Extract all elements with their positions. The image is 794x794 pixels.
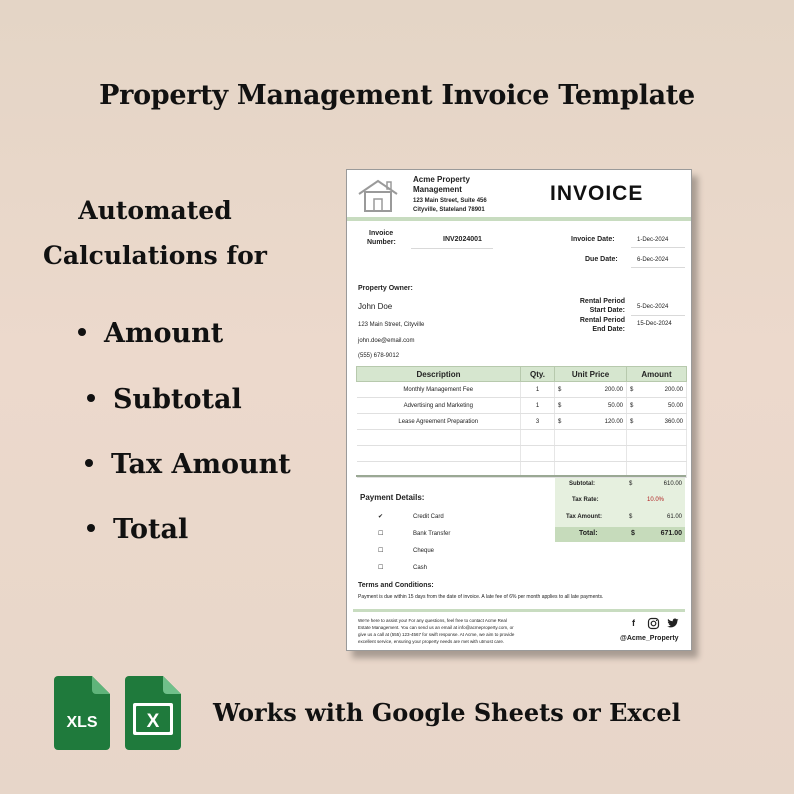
xls-label: XLS xyxy=(66,714,98,731)
features-heading-line2: Calculations for xyxy=(43,241,267,270)
rental-end-date: 15-Dec-2024 xyxy=(637,321,672,327)
xls-file-icon xyxy=(54,676,110,750)
invoice-date-label: Invoice Date: xyxy=(571,236,615,243)
invoice-date: 1-Dec-2024 xyxy=(637,237,669,243)
tax-amount-currency: $ xyxy=(629,514,633,520)
total-value: 671.00 xyxy=(660,530,682,537)
column-header-qty: Qty. xyxy=(521,367,555,382)
house-logo-icon xyxy=(356,177,400,213)
currency-symbol: $ xyxy=(630,386,634,393)
invoice-date-underline xyxy=(631,247,685,248)
rental-start-label-1: Rental Period xyxy=(579,298,625,305)
feature-item-subtotal: Subtotal xyxy=(87,384,242,415)
compatibility-text: Works with Google Sheets or Excel xyxy=(213,698,681,727)
social-handle: @Acme_Property xyxy=(620,635,679,642)
rental-end-label-1: Rental Period xyxy=(579,317,625,324)
column-header-amount: Amount xyxy=(627,367,687,382)
twitter-icon[interactable] xyxy=(667,618,679,629)
due-date-label: Due Date: xyxy=(585,256,618,263)
tax-amount-label: Tax Amount: xyxy=(566,514,602,520)
currency-symbol: $ xyxy=(558,402,562,409)
page-title: Property Management Invoice Template xyxy=(99,80,695,111)
owner-name: John Doe xyxy=(358,302,393,311)
invoice-number-label-1: Invoice xyxy=(369,230,394,237)
checkbox-credit-card[interactable]: ✔ xyxy=(378,514,384,520)
currency-symbol: $ xyxy=(558,418,562,425)
row-description: Monthly Management Fee xyxy=(357,382,521,398)
rental-start-date: 5-Dec-2024 xyxy=(637,304,669,310)
feature-item-total: Total xyxy=(87,514,188,545)
owner-address: 123 Main Street, Cityville xyxy=(358,322,425,328)
table-row-empty xyxy=(357,446,687,462)
terms-label: Terms and Conditions: xyxy=(358,582,434,589)
total-currency: $ xyxy=(631,530,635,537)
company-address-line2: Cityville, Stateland 78901 xyxy=(413,207,485,213)
subtotal-currency: $ xyxy=(629,481,633,487)
table-row xyxy=(357,382,687,398)
payment-option-cheque: Cheque xyxy=(413,548,435,554)
invoice-number-label-2: Number: xyxy=(367,239,396,246)
table-header-row xyxy=(357,367,687,382)
column-header-unit-price: Unit Price xyxy=(555,367,627,382)
subtotal-label: Subtotal: xyxy=(569,481,595,487)
row-qty: 1 xyxy=(521,398,555,414)
company-address-line1: 123 Main Street, Suite 456 xyxy=(413,198,487,204)
total-label: Total: xyxy=(579,530,598,537)
row-amount: $ 200.00 xyxy=(627,382,687,398)
subtotal-value: 610.00 xyxy=(663,481,682,487)
table-row xyxy=(357,414,687,430)
row-description: Lease Agreement Preparation xyxy=(357,414,521,430)
bullet-icon xyxy=(87,524,95,532)
row-unit-price: $ 120.00 xyxy=(555,414,627,430)
row-unit-price: $ 50.00 xyxy=(555,398,627,414)
table-row-empty xyxy=(357,430,687,446)
footer-note: We're here to assist you! For any questions, feel free to contact Acme Real Estate Management. You can send us an email at info@acmeproperty.com, or give us a call at (555) 123-4567 for swift response. At Acme, we aim to provide excellent service, ensuring your property needs are met with utmost care. xyxy=(358,618,515,644)
invoice-title: INVOICE xyxy=(550,182,644,205)
payment-option-cash: Cash xyxy=(413,565,428,571)
table-bottom-divider xyxy=(356,475,686,477)
currency-symbol: $ xyxy=(558,386,562,393)
payment-details-label: Payment Details: xyxy=(360,493,425,502)
excel-sheet-icon xyxy=(125,676,181,750)
company-name-line2: Management xyxy=(413,185,462,194)
tax-rate-label: Tax Rate: xyxy=(572,497,599,503)
feature-item-amount: Amount xyxy=(78,318,223,349)
tax-rate-value: 10.0% xyxy=(647,497,665,503)
company-name-line1: Acme Property xyxy=(413,175,470,184)
line-items-table xyxy=(356,366,687,478)
rental-start-label-2: Start Date: xyxy=(589,307,625,314)
currency-symbol: $ xyxy=(630,418,634,425)
facebook-icon[interactable]: f xyxy=(632,618,635,628)
row-amount: $ 50.00 xyxy=(627,398,687,414)
terms-text: Payment is due within 15 days from the date of invoice. A late fee of 6% per month applies to all late payments. xyxy=(358,594,604,600)
instagram-icon[interactable] xyxy=(647,617,660,630)
table-row xyxy=(357,398,687,414)
tax-amount-value: 61.00 xyxy=(666,514,682,520)
header-divider xyxy=(347,217,691,221)
row-qty: 1 xyxy=(521,382,555,398)
currency-symbol: $ xyxy=(630,402,634,409)
features-heading-line1: Automated xyxy=(78,196,232,225)
owner-email: john.doe@email.com xyxy=(358,338,415,344)
row-qty: 3 xyxy=(521,414,555,430)
rental-end-label-2: End Date: xyxy=(592,326,625,333)
checkbox-cheque[interactable]: ☐ xyxy=(378,548,384,554)
owner-label: Property Owner: xyxy=(358,285,413,292)
bullet-icon xyxy=(85,459,93,467)
column-header-description: Description xyxy=(357,367,521,382)
features-heading xyxy=(30,188,280,278)
payment-option-credit-card: Credit Card xyxy=(413,514,444,520)
checkbox-cash[interactable]: ☐ xyxy=(378,565,384,571)
invoice-preview xyxy=(346,169,692,651)
feature-item-tax-amount: Tax Amount xyxy=(85,449,291,480)
row-description: Advertising and Marketing xyxy=(357,398,521,414)
row-amount: $ 360.00 xyxy=(627,414,687,430)
excel-label: X xyxy=(146,711,160,732)
due-date-underline xyxy=(631,267,685,268)
bullet-icon xyxy=(78,328,86,336)
payment-option-bank-transfer: Bank Transfer xyxy=(413,531,451,537)
invoice-number: INV2024001 xyxy=(443,236,482,243)
invoice-number-underline xyxy=(411,248,493,249)
row-unit-price: $ 200.00 xyxy=(555,382,627,398)
rental-start-underline xyxy=(631,315,685,316)
due-date: 6-Dec-2024 xyxy=(637,257,669,263)
bullet-icon xyxy=(87,394,95,402)
owner-phone: (555) 678-9012 xyxy=(358,353,400,359)
checkbox-bank-transfer[interactable]: ☐ xyxy=(378,531,384,537)
footer-divider xyxy=(353,609,685,612)
